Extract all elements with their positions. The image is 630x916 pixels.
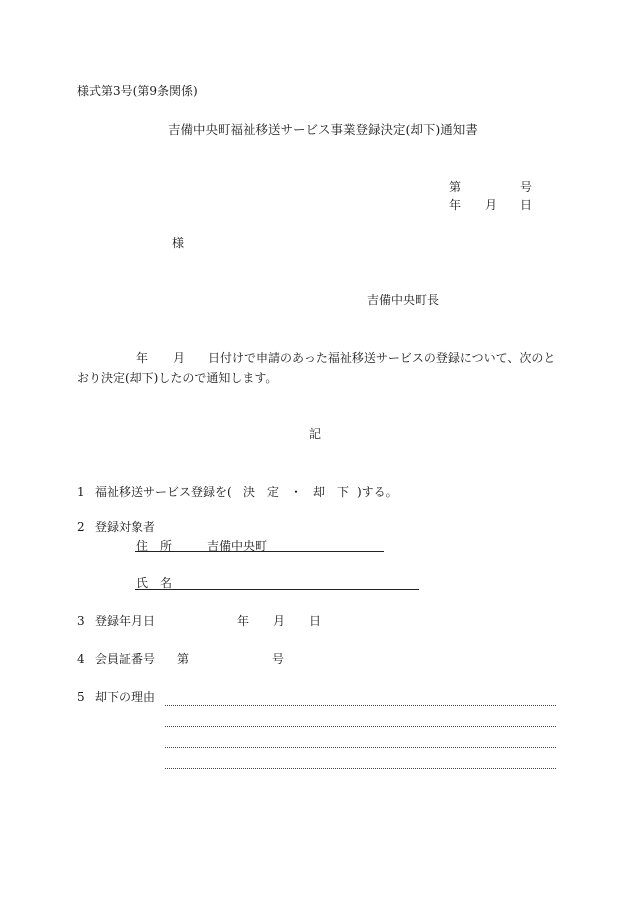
address-value: 吉備中央町 (207, 539, 268, 553)
item-1-reject: 却 下 (313, 485, 350, 499)
item-3-day: 日 (309, 614, 322, 628)
document-date-day: 日 (520, 198, 533, 212)
form-number: 様式第3号(第9条関係) (77, 84, 198, 98)
item-4-suffix: 号 (272, 652, 285, 666)
item-5-label: 却下の理由 (95, 690, 156, 704)
item-5-number: 5 (77, 690, 85, 704)
item-3-month: 月 (273, 614, 286, 628)
item-4-prefix: 第 (177, 652, 190, 666)
ki-heading: 記 (309, 427, 322, 441)
item-4-number: 4 (77, 652, 85, 666)
document-date-year: 年 (449, 198, 462, 212)
item-1-text: 福祉移送サービス登録を( (95, 485, 232, 499)
item-1-end: )する。 (357, 485, 398, 499)
body-year: 年 (136, 351, 149, 365)
item-2-number: 2 (77, 520, 85, 534)
document-number-suffix: 号 (520, 180, 533, 194)
address-underline (135, 551, 384, 552)
reason-line-2 (165, 726, 556, 727)
reason-line-1 (165, 705, 556, 706)
name-label: 氏 名 (136, 576, 173, 590)
document-number-prefix: 第 (449, 180, 462, 194)
issuer: 吉備中央町長 (367, 293, 440, 307)
reason-line-4 (165, 768, 556, 769)
item-3-number: 3 (77, 614, 85, 628)
item-1-dot: ・ (290, 485, 303, 499)
body-month: 月 (173, 351, 186, 365)
document-title: 吉備中央町福祉移送サービス事業登録決定(却下)通知書 (168, 122, 478, 137)
item-3-label: 登録年月日 (95, 614, 156, 628)
body-text-line1: 日付けで申請のあった福祉移送サービスの登録について、次のと (208, 351, 556, 365)
addressee-suffix: 様 (172, 236, 185, 250)
address-label: 住 所 (136, 539, 173, 553)
item-4-label: 会員証番号 (95, 652, 156, 666)
item-1-decide: 決 定 (243, 485, 280, 499)
body-text-line2: おり決定(却下)したので通知します。 (77, 371, 278, 385)
reason-line-3 (165, 747, 556, 748)
item-2-label: 登録対象者 (95, 520, 156, 534)
item-1-number: 1 (77, 485, 85, 499)
name-underline (135, 589, 419, 590)
document-date-month: 月 (485, 198, 498, 212)
item-3-year: 年 (237, 614, 250, 628)
